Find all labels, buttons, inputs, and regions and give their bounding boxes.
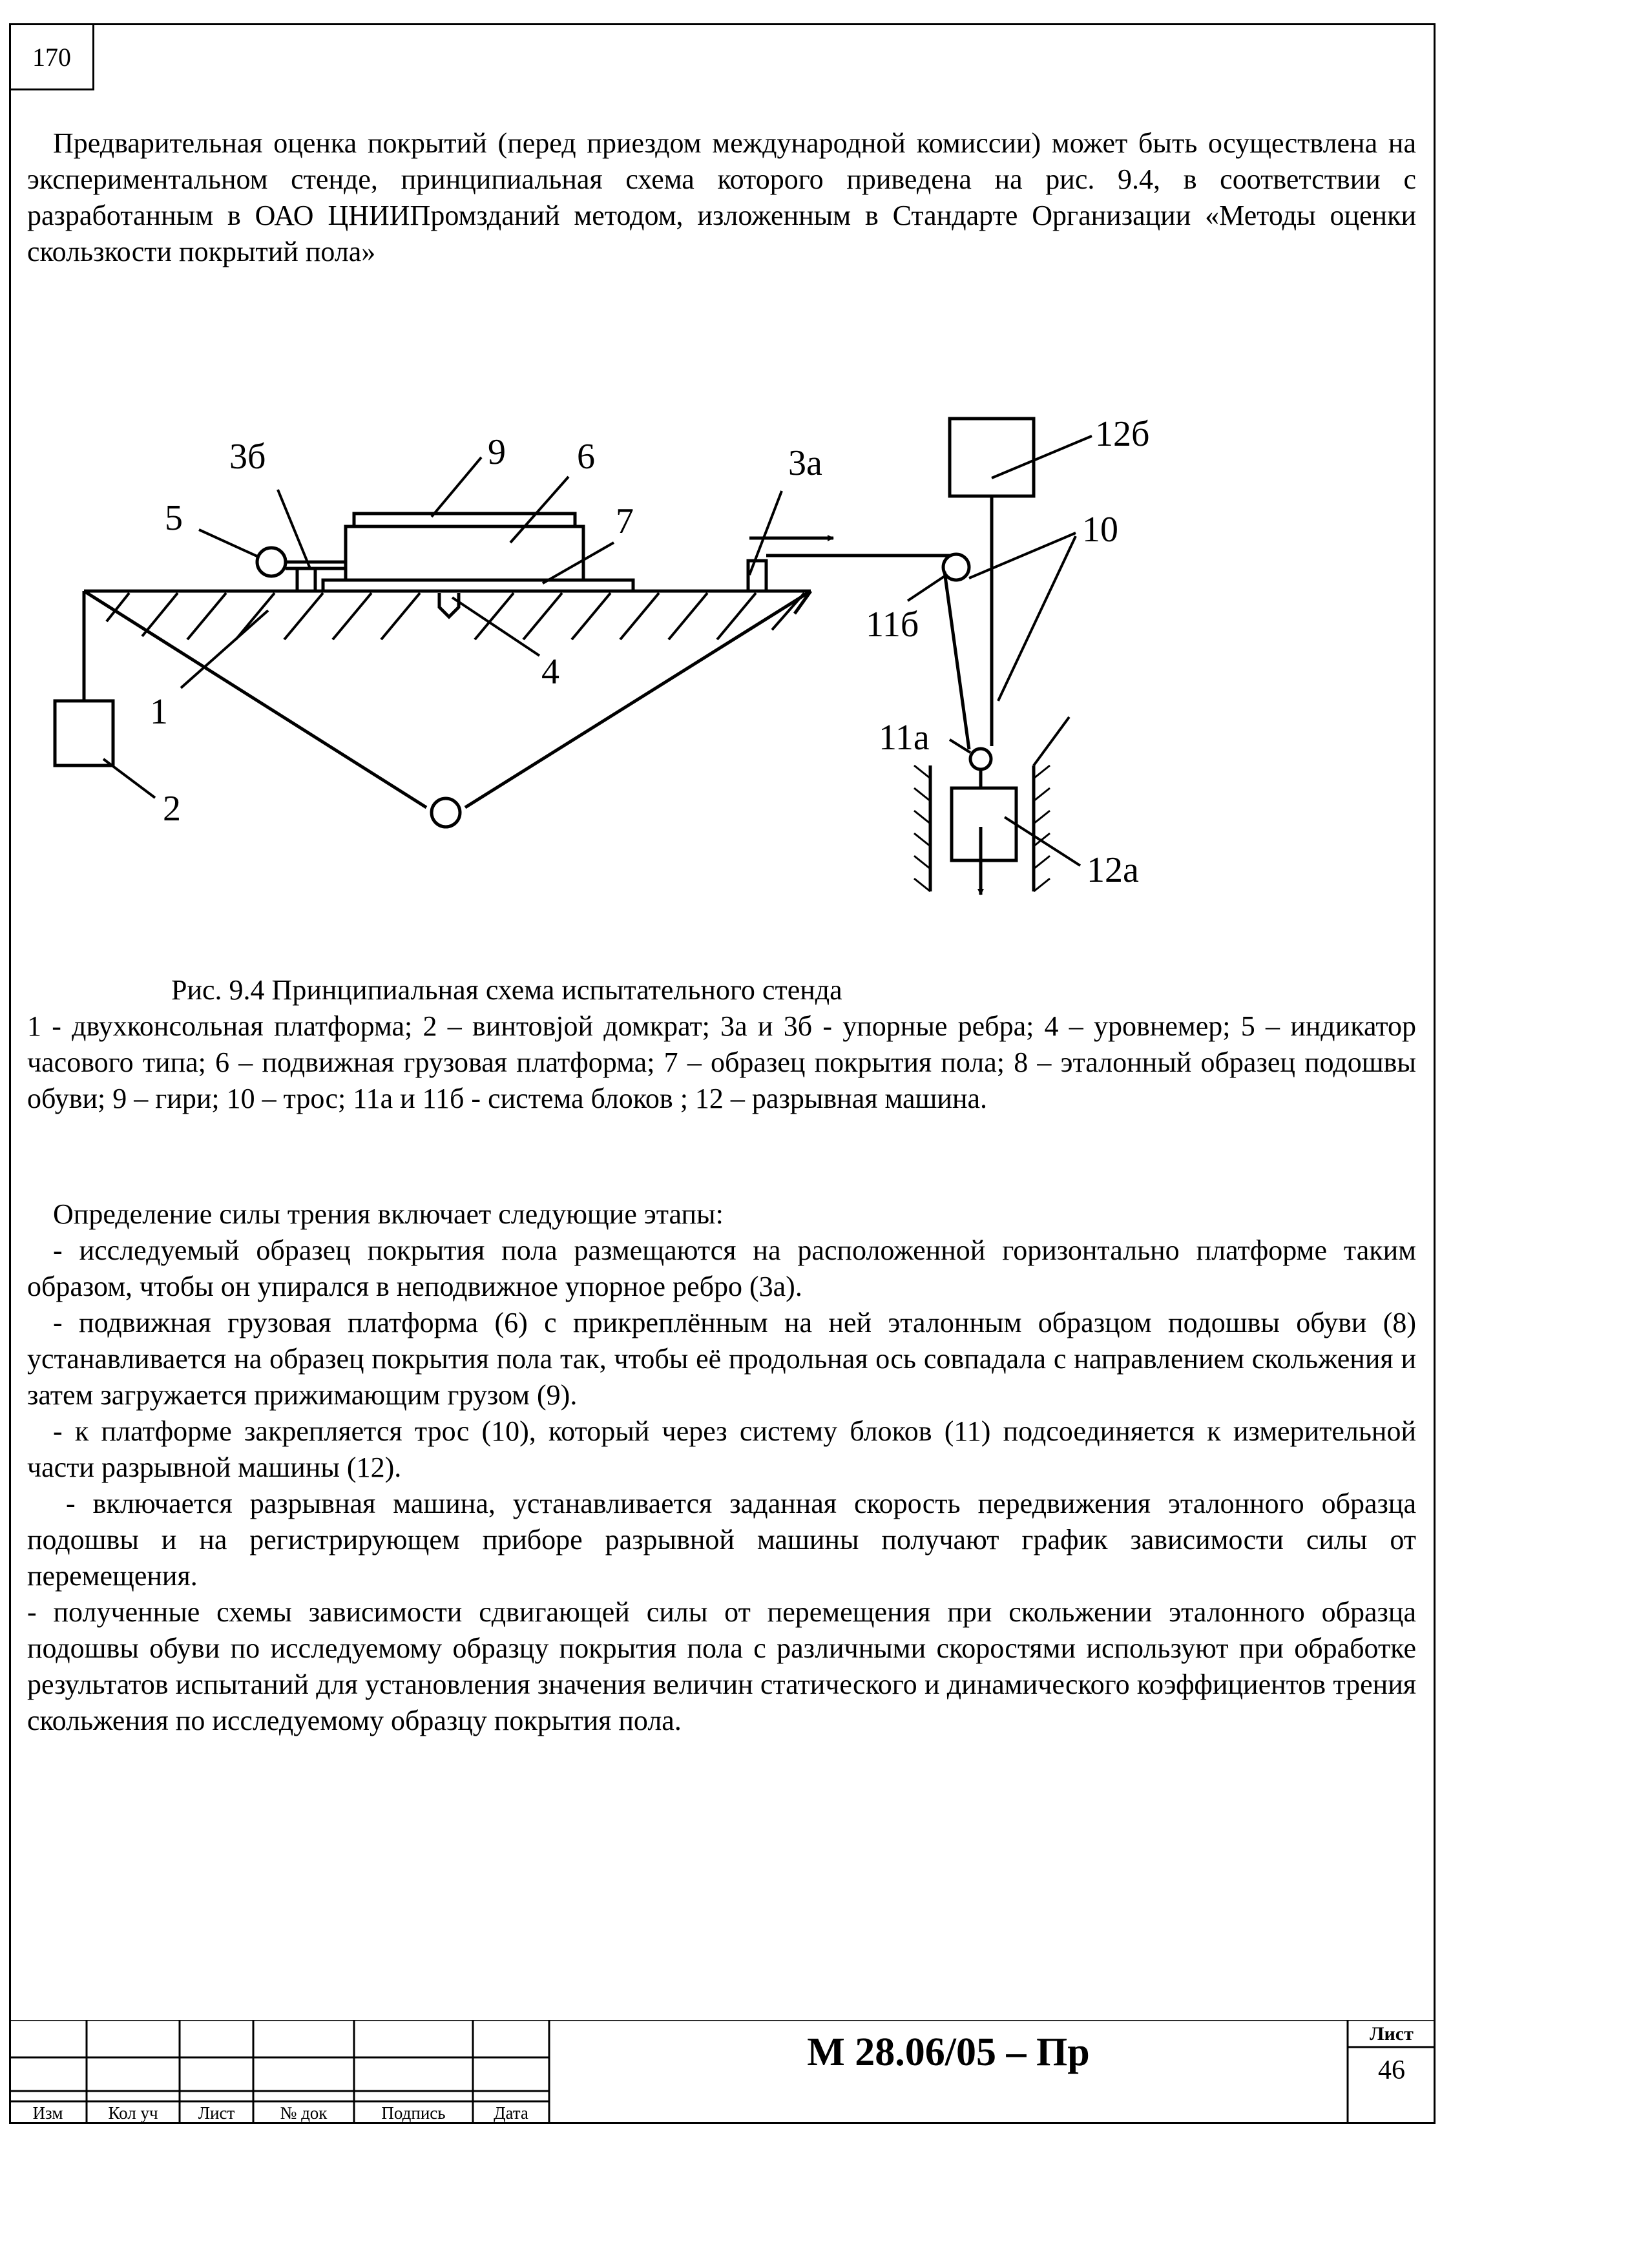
procedure-steps	[27, 1196, 1416, 1739]
label-11a: 11а	[879, 718, 930, 758]
intro-paragraph	[27, 125, 1416, 270]
label-3a: 3а	[788, 443, 822, 483]
label-2: 2	[163, 789, 181, 829]
step-item: - подвижная грузовая платформа (6) с прикреплённым на ней эталонным образцом подошвы обуви (8) устанавливается на образец покрытия пола так, чтобы её продольная ось совпадала с направлением скольжения и затем загружается прижимающим грузом (9).	[27, 1307, 1416, 1411]
label-4: 4	[541, 652, 559, 692]
label-11b: 11б	[866, 605, 919, 645]
stamp-col-n-dok: № док	[280, 2103, 328, 2123]
stamp-col-list: Лист	[198, 2103, 235, 2123]
figure-caption-title: Рис. 9.4 Принципиальная схема испытательного стенда	[171, 974, 842, 1006]
step-item: - исследуемый образец покрытия пола размещаются на расположенной горизонтально платформе таким образом, чтобы он упирался в неподвижное упорное ребро (3а).	[27, 1234, 1416, 1302]
step-item: - включается разрывная машина, устанавливается заданная скорость передвижения эталонного образца подошвы и на регистрирующем приборе разрывной машины получают график зависимости силы от перемещения.	[27, 1488, 1416, 1592]
label-6: 6	[577, 437, 595, 477]
intro-text: Предварительная оценка покрытий (перед приездом международной комиссии) может быть осуществлена на экспериментальном стенде, принципиальная схема которого приведена на рис. 9.4, в соответствии с разработанным в ОАО ЦНИИПромзданий методом, изложенным в Стандарте Организации «Методы оценки скользкости покрытий пола»	[27, 127, 1416, 267]
figure-legend-text: 1 - двухконсольная платформа; 2 – винтовjой домкрат; 3а и 3б - упорные ребра; 4 – уровнемер; 5 – индикатор часового типа; 6 – подвижная грузовая платформа; 7 – образец покрытия пола; 8 – эталонный образец подошвы обуви; 9 – гири; 10 – трос; 11а и 11б - система блоков ; 12 – разрывная машина.	[27, 1010, 1416, 1114]
label-12b: 12б	[1095, 414, 1150, 454]
label-12a: 12а	[1087, 850, 1139, 890]
label-10: 10	[1082, 510, 1118, 550]
document-code: М 28.06/05 – Пр	[807, 2030, 1090, 2074]
figure-legend	[27, 1008, 1416, 1117]
sheet-label: Лист	[1370, 2023, 1414, 2044]
step-item: - к платформе закрепляется трос (10), который через систему блоков (11) подсоединяется к измерительной части разрывной машины (12).	[27, 1415, 1416, 1483]
title-block-stamp	[9, 2020, 1436, 2124]
stamp-col-kol-uch: Кол уч	[108, 2103, 158, 2123]
sheet-number: 46	[1378, 2055, 1405, 2085]
page-corner-number: 170	[9, 23, 94, 90]
label-1: 1	[150, 692, 168, 732]
stamp-col-data: Дата	[494, 2103, 528, 2123]
label-5: 5	[165, 498, 183, 538]
label-3b: 3б	[229, 437, 266, 477]
stamp-col-podpis: Подпись	[381, 2103, 446, 2123]
step-item: - полученные схемы зависимости сдвигающей силы от перемещения при скольжении эталонного образца подошвы обуви по исследуемому образцу покрытия пола с различными скоростями используют при обработке результатов испытаний для установления значения величин статического и динамического коэффициентов трения скольжения по исследуемому образцу покрытия пола.	[27, 1596, 1416, 1736]
steps-heading: Определение силы трения включает следующие этапы:	[53, 1198, 724, 1230]
stamp-col-izm: Изм	[32, 2103, 63, 2123]
label-7: 7	[616, 501, 634, 541]
label-9: 9	[488, 432, 506, 472]
